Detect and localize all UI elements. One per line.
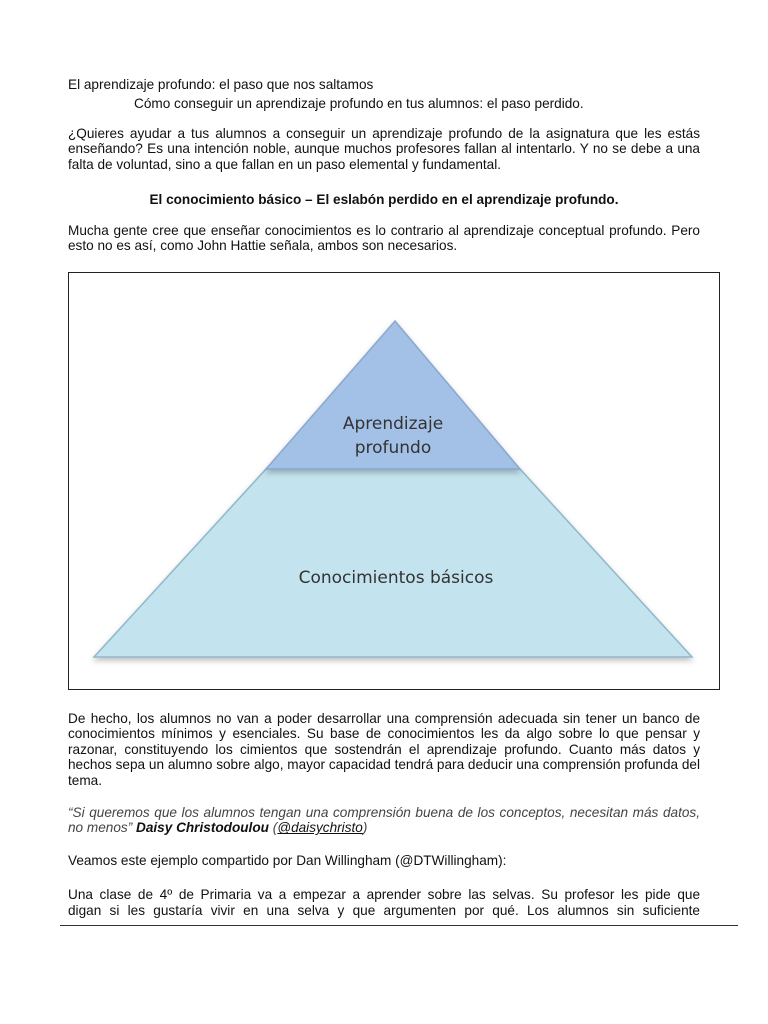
paragraph-4-line-2: digan si les gustaría vivir en una selva y que argumenten por qué. Los alumnos sin suficiente [68,903,700,918]
page-bottom-rule [60,925,738,926]
paragraph-2: De hecho, los alumnos no van a poder desarrollar una comprensión adecuada sin tener un banco de conocimientos mínimos y esenciales. Su base de conocimientos les da algo sobre lo que pensar y razonar, constituyendo los cimientos que sostendrán el aprendizaje profundo. Cuanto más datos y hechos sepa un alumno sobre algo, mayor capacidad tendrá para deducir una comprensión profunda del tema. [68,711,700,788]
document-subtitle: Cómo conseguir un aprendizaje profundo en tus alumnos: el paso perdido. [134,96,584,111]
intro-paragraph: ¿Quieres ayudar a tus alumnos a conseguir un aprendizaje profundo de la asignatura que les estás enseñando? Es una intención noble, aunque muchos profesores fallan al intentarlo. Y no se debe a una falta de voluntad, sino a que fallan en un paso elemental y fundamental. [68,126,700,172]
quote-block [68,805,700,836]
quote-close-paren: ) [362,820,368,836]
pyramid-diagram [69,273,718,688]
section-heading: El conocimiento básico – El eslabón perdido en el aprendizaje profundo. [149,192,619,207]
pyramid-bottom-label: Conocimientos básicos [298,568,494,588]
pyramid-figure [68,272,720,690]
quote-handle-link[interactable]: @daisychristo [277,820,363,836]
quote-author: Daisy Christodoulou [136,820,269,836]
paragraph-3: Veamos este ejemplo compartido por Dan Willingham (@DTWillingham): [68,853,507,868]
paragraph-4-line-1: Una clase de 4º de Primaria va a empezar a aprender sobre las selvas. Su profesor les pide que [68,887,700,902]
document-title: El aprendizaje profundo: el paso que nos saltamos [68,77,374,92]
pyramid-top-label-line1: Aprendizaje [342,414,444,434]
quote-open-paren: ( [272,820,278,836]
pyramid-top-label-line2: profundo [354,438,432,458]
pyramid-base-layer [94,469,692,657]
quote-text: “Si queremos que los alumnos tengan una comprensión buena de los conceptos, necesitan más datos, no menos” [68,805,700,836]
paragraph-1: Mucha gente cree que enseñar conocimientos es lo contrario al aprendizaje conceptual profundo. Pero esto no es así, como John Hattie señala, ambos son necesarios. [68,223,700,254]
